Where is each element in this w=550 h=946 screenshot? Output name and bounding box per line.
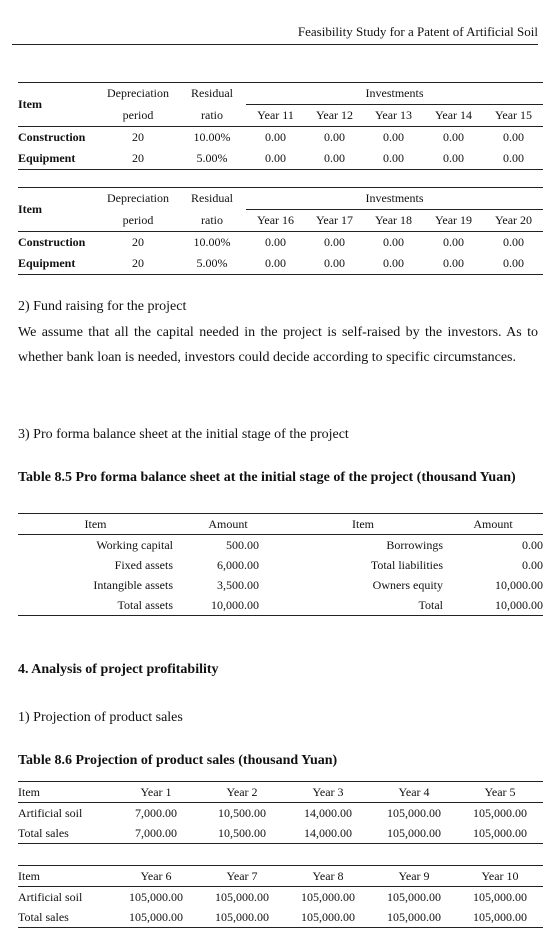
column-header: Amount (443, 514, 543, 535)
column-header: Item (18, 514, 173, 535)
row-label: Artificial soil (18, 805, 83, 820)
table-row (18, 555, 543, 575)
cell: 105,000.00 (473, 889, 527, 904)
cell: 0.00 (522, 537, 543, 552)
column-header: Year 10 (457, 866, 543, 887)
running-header (12, 24, 538, 45)
column-header: Year 8 (285, 866, 371, 887)
row-label: Construction (18, 235, 86, 249)
cell: 0.00 (522, 557, 543, 572)
cell: Total liabilities (370, 557, 443, 572)
cell: 10,000.00 (443, 595, 543, 616)
cell: 0.00 (423, 253, 484, 275)
cell: 0.00 (364, 148, 423, 170)
cell: 0.00 (364, 253, 423, 275)
cell: 105,000.00 (387, 805, 441, 820)
table-row (18, 127, 543, 149)
cell: 7,000.00 (135, 805, 177, 820)
column-header-item: Item (18, 83, 98, 127)
column-header: Item (18, 782, 113, 803)
cell: 0.00 (305, 148, 364, 170)
column-header-residual: Residual (178, 83, 246, 105)
year-header: Year 15 (484, 105, 543, 127)
cell: 14,000.00 (304, 805, 352, 820)
cell: 20 (132, 235, 144, 249)
cell: 0.00 (484, 148, 543, 170)
row-label: Equipment (18, 148, 98, 170)
cell: 500.00 (226, 537, 259, 552)
cell: 0.00 (423, 148, 484, 170)
cell: Total (283, 595, 443, 616)
cell: 5.00% (178, 148, 246, 170)
table-row (18, 148, 543, 170)
table-row (18, 823, 543, 844)
cell: 105,000.00 (457, 907, 543, 928)
cell: 5.00% (178, 253, 246, 275)
cell: 20 (98, 148, 178, 170)
year-header: Year 13 (364, 105, 423, 127)
cell: 10,000.00 (173, 595, 283, 616)
cell: Fixed assets (114, 557, 173, 572)
table-row (18, 803, 543, 824)
column-header-depreciation: Depreciation (98, 188, 178, 210)
cell: 0.00 (383, 235, 404, 249)
cell: 6,000.00 (217, 557, 259, 572)
table-row (18, 253, 543, 275)
cell: 0.00 (265, 235, 286, 249)
cell: 105,000.00 (473, 805, 527, 820)
cell: 105,000.00 (371, 907, 457, 928)
running-title: Feasibility Study for a Patent of Artificial Soil (297, 24, 538, 39)
cell: 0.00 (305, 253, 364, 275)
year-header: Year 14 (423, 105, 484, 127)
column-header-depreciation: Depreciation (98, 83, 178, 105)
cell: 105,000.00 (199, 907, 285, 928)
cell: 0.00 (246, 148, 305, 170)
cell: 10.00% (193, 130, 231, 144)
cell: 105,000.00 (371, 823, 457, 844)
cell: 0.00 (484, 253, 543, 275)
table-8-5-caption: Table 8.5 Pro forma balance sheet at the initial stage of the project (thousand Yuan) (18, 470, 516, 485)
column-header: Item (18, 866, 113, 887)
column-header: Year 9 (371, 866, 457, 887)
cell: 7,000.00 (113, 823, 199, 844)
row-label: Artificial soil (18, 889, 83, 904)
row-label: Construction (18, 130, 86, 144)
investment-table-years-16-20 (18, 187, 543, 275)
table-row (18, 595, 543, 616)
table-row (18, 907, 543, 928)
column-header: Amount (173, 514, 283, 535)
cell: Intangible assets (93, 577, 173, 592)
cell: Borrowings (386, 537, 443, 552)
cell: 3,500.00 (217, 577, 259, 592)
investment-table-years-11-15 (18, 82, 543, 170)
year-header: Year 19 (423, 210, 484, 232)
column-header-investments: Investments (246, 83, 543, 105)
year-header: Year 16 (246, 210, 305, 232)
balance-sheet-heading: 3) Pro forma balance sheet at the initial stage of the project (18, 427, 349, 442)
sales-heading: 1) Projection of product sales (18, 710, 183, 725)
row-label: Total sales (18, 907, 113, 928)
fund-raising-paragraph: We assume that all the capital needed in the project is self-raised by the investors. As to whether bank loan is needed, investors could decide according to specific circumstances. (18, 325, 538, 365)
column-header-ratio: ratio (178, 210, 246, 232)
table-row (18, 232, 543, 254)
column-header: Year 3 (285, 782, 371, 803)
balance-sheet-table (18, 513, 543, 616)
column-header: Item (283, 514, 443, 535)
year-header: Year 12 (305, 105, 364, 127)
cell: 105,000.00 (215, 889, 269, 904)
table-row (18, 535, 543, 556)
cell: 105,000.00 (301, 889, 355, 904)
cell: 10,000.00 (495, 577, 543, 592)
cell: Working capital (96, 537, 173, 552)
cell: 20 (132, 130, 144, 144)
cell: 0.00 (324, 130, 345, 144)
cell: 0.00 (265, 130, 286, 144)
section-4-heading: 4. Analysis of project profitability (18, 662, 219, 677)
sales-table-years-1-5 (18, 781, 543, 844)
cell: 105,000.00 (285, 907, 371, 928)
year-header: Year 20 (484, 210, 543, 232)
cell: 105,000.00 (129, 889, 183, 904)
cell: 0.00 (324, 235, 345, 249)
cell: Total assets (18, 595, 173, 616)
cell: 0.00 (383, 130, 404, 144)
column-header: Year 5 (457, 782, 543, 803)
column-header: Year 1 (113, 782, 199, 803)
cell: 0.00 (503, 130, 524, 144)
cell: 105,000.00 (457, 823, 543, 844)
column-header: Year 4 (371, 782, 457, 803)
row-label: Equipment (18, 253, 98, 275)
cell: 0.00 (503, 235, 524, 249)
cell: 0.00 (443, 235, 464, 249)
cell: 14,000.00 (285, 823, 371, 844)
cell: 10.00% (193, 235, 231, 249)
sales-table-years-6-10 (18, 865, 543, 928)
column-header: Year 6 (113, 866, 199, 887)
cell: 10,500.00 (218, 805, 266, 820)
cell: 105,000.00 (387, 889, 441, 904)
table-row (18, 887, 543, 908)
column-header-item: Item (18, 188, 98, 232)
column-header: Year 7 (199, 866, 285, 887)
row-label: Total sales (18, 823, 113, 844)
cell: 105,000.00 (113, 907, 199, 928)
fund-raising-heading: 2) Fund raising for the project (18, 299, 187, 314)
year-header: Year 11 (246, 105, 305, 127)
column-header-investments: Investments (246, 188, 543, 210)
cell: Owners equity (372, 577, 443, 592)
cell: 0.00 (246, 253, 305, 275)
cell: 10,500.00 (199, 823, 285, 844)
column-header-residual: Residual (178, 188, 246, 210)
column-header-ratio: ratio (178, 105, 246, 127)
year-header: Year 18 (364, 210, 423, 232)
column-header: Year 2 (199, 782, 285, 803)
year-header: Year 17 (305, 210, 364, 232)
cell: 0.00 (443, 130, 464, 144)
column-header-period: period (98, 210, 178, 232)
column-header-period: period (98, 105, 178, 127)
cell: 20 (98, 253, 178, 275)
table-8-6-caption: Table 8.6 Projection of product sales (thousand Yuan) (18, 753, 338, 768)
table-row (18, 575, 543, 595)
